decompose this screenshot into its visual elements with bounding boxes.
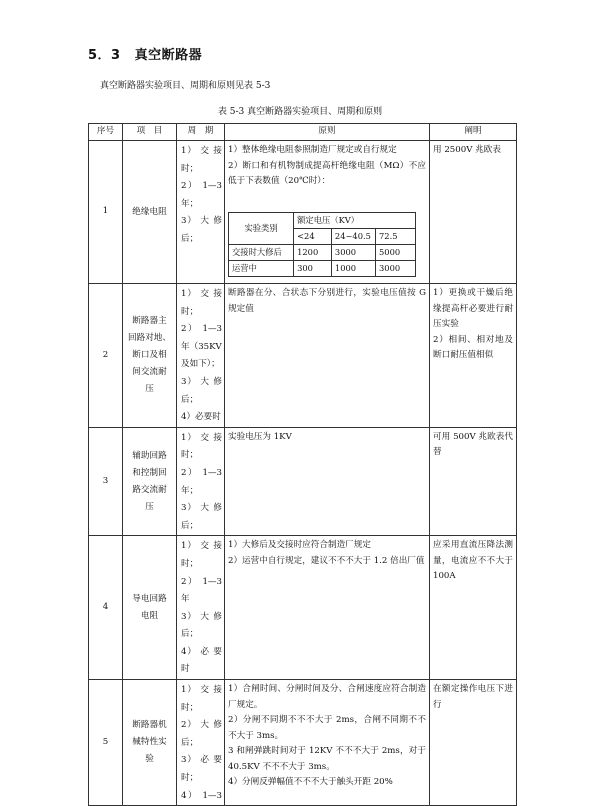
period-line: 后； <box>181 629 199 640</box>
note-line: 应采用直流压降法测量，电流应不不大于 100A <box>433 540 513 582</box>
test-item-line: 压 <box>145 501 154 512</box>
inner-voltage-col: 72.5 <box>376 228 416 244</box>
test-period <box>177 284 225 428</box>
test-item-line: 电阻 <box>140 610 159 621</box>
period-line: 3） 大 修 <box>181 376 222 387</box>
test-item-line: 断路器机 <box>132 720 167 731</box>
insulation-values-table <box>228 212 416 277</box>
row-number: 3 <box>89 427 123 536</box>
note-line: 2）相间、相对地及断口耐压值相似 <box>433 334 513 360</box>
period-line: 2） 1—3 <box>181 324 222 335</box>
test-principle <box>225 141 430 284</box>
test-item-line: 断路器主 <box>132 315 167 326</box>
test-item-line: 绝缘电阻 <box>132 206 167 217</box>
test-period <box>177 141 225 284</box>
header-item: 项 目 <box>123 124 177 141</box>
period-line: 后； <box>181 394 199 405</box>
note-line: 在额定操作电压下进行 <box>433 684 513 710</box>
principle-line: 2）分闸不同期不不不大于 2ms，合闸不同期不不不大于 3ms。 <box>228 715 426 741</box>
principle-line: 4）分闸反弹幅值不不不大于触头开距 20% <box>228 777 393 788</box>
inner-row-label: 交接时大修后 <box>229 244 294 260</box>
table-header-row <box>89 124 517 141</box>
period-line: 时 <box>181 664 190 675</box>
test-item-line: 断口及相 <box>132 349 167 360</box>
period-line: 1） 交 接 <box>181 146 222 156</box>
header-no: 序号 <box>89 124 123 141</box>
inner-category-header: 实验类别 <box>229 212 294 244</box>
note-line: 1）更换或干燥后绝缘提高杆必要进行耐压实验 <box>433 288 513 329</box>
inner-value: 1000 <box>331 260 375 276</box>
period-line: 时； <box>181 702 199 713</box>
period-line: 时； <box>181 773 199 784</box>
row-number: 4 <box>89 536 123 680</box>
inner-value: 3000 <box>331 244 375 260</box>
period-line: 1） 交 接 <box>181 685 222 696</box>
test-item-line: 验 <box>145 754 154 765</box>
inner-voltage-col: 24~40.5 <box>331 228 375 244</box>
test-item <box>123 284 177 428</box>
section-title: 真空断路器 <box>134 48 203 63</box>
test-item-line: 回路对地、 <box>128 332 171 343</box>
period-line: 3） 大 修 <box>181 503 222 514</box>
table-row <box>89 141 517 284</box>
period-line: 时； <box>181 306 199 317</box>
test-item-line: 辅助回路 <box>132 450 167 461</box>
test-item <box>123 427 177 536</box>
inner-value: 3000 <box>376 260 416 276</box>
test-principle <box>225 536 430 680</box>
test-item-line: 和控制回 <box>132 467 167 478</box>
test-item-line: 间交流耐 <box>132 366 167 377</box>
test-item-line: 导电回路 <box>132 593 167 604</box>
test-item-line: 路交流耐 <box>132 484 167 495</box>
inner-voltage-col: <24 <box>294 228 332 244</box>
test-principle <box>225 284 430 428</box>
section-number: 5．3 <box>88 48 121 63</box>
period-line: 1） 交 接 <box>181 432 222 443</box>
principle-line: 2）运营中自行规定，建议不不不大于 1.2 倍出厂值 <box>228 555 425 566</box>
period-line: 时； <box>181 450 199 461</box>
test-period <box>177 536 225 680</box>
test-note <box>430 536 517 680</box>
table-row <box>89 284 517 428</box>
period-line: 及如下）； <box>181 359 220 370</box>
header-period: 周 期 <box>177 124 225 141</box>
period-line: 时； <box>181 558 199 569</box>
header-principle: 原则 <box>225 124 430 141</box>
period-line: 4） 1—3 <box>181 790 222 801</box>
period-line: 4）必要时 <box>181 412 221 423</box>
test-principle <box>225 680 430 806</box>
period-line: 后； <box>181 520 199 531</box>
intro-text: 真空断路器实验项目、周期和原则见表 5-3 <box>100 81 271 91</box>
inner-value: 1200 <box>294 244 332 260</box>
section-heading <box>88 44 202 63</box>
row-number: 5 <box>89 680 123 806</box>
period-line: 3） 大 修 <box>181 611 222 622</box>
row-number: 2 <box>89 284 123 428</box>
test-note <box>430 284 517 428</box>
principle-line: 2）断口和有机物制成提高杆绝缘电阻（MΩ）不应低于下表数值（20℃时）： <box>228 160 426 186</box>
period-line: 1） 交 接 <box>181 541 222 552</box>
period-line: 2） 1—3 <box>181 467 222 478</box>
test-period <box>177 427 225 536</box>
period-line: 3） 必 要 <box>181 755 222 766</box>
inner-voltage-header: 额定电压（KV） <box>294 212 416 228</box>
period-line: 3） 大 修 <box>181 216 222 227</box>
test-note <box>430 680 517 806</box>
principle-line: 断路器在分、合状态下分别进行，实验电压值按 G 规定值 <box>228 288 426 314</box>
test-item <box>123 536 177 680</box>
inner-header-row <box>229 212 416 228</box>
inner-data-row <box>229 244 416 260</box>
table-row <box>89 427 517 536</box>
inner-value: 300 <box>294 260 332 276</box>
period-line: 后； <box>181 737 199 748</box>
inner-value: 5000 <box>376 244 416 260</box>
test-note <box>430 427 517 536</box>
test-item <box>123 680 177 806</box>
principle-line: 实验电压为 1KV <box>228 431 292 442</box>
period-line: 时； <box>181 163 199 174</box>
test-period <box>177 680 225 806</box>
test-items-table <box>88 123 517 806</box>
test-item-line: 压 <box>145 383 154 394</box>
table-caption: 表 5-3 真空断路器实验项目、周期和原则 <box>217 107 383 117</box>
period-line: 1） 交 接 <box>181 289 222 299</box>
row-number: 1 <box>89 141 123 284</box>
principle-line: 3 和闸弹跳时间对于 12KV 不不不大于 2ms，对于 40.5KV 不不不大于 3ms。 <box>228 746 426 772</box>
table-row <box>89 680 517 806</box>
test-note <box>430 141 517 284</box>
period-line: 2） 1—3 <box>181 181 222 192</box>
table-row <box>89 536 517 680</box>
period-line: 后； <box>181 233 199 244</box>
period-line: 4） 必 要 <box>181 646 222 657</box>
principle-line: 1）大修后及交接时应符合制造厂规定 <box>228 540 371 551</box>
test-item <box>123 141 177 284</box>
note-line: 用 2500V 兆欧表 <box>433 145 501 155</box>
test-item-line: 械特性实 <box>132 737 167 748</box>
test-principle <box>225 427 430 536</box>
header-note: 阐明 <box>430 124 517 141</box>
inner-row-label: 运营中 <box>229 260 294 276</box>
period-line: 2） 1—3 <box>181 576 222 587</box>
principle-line: 1）整体绝缘电阻参照制造厂规定或自行规定 <box>228 145 397 155</box>
period-line: 年； <box>181 485 199 496</box>
inner-data-row <box>229 260 416 276</box>
period-line: 年； <box>181 198 199 209</box>
principle-line: 1）合闸时间、分闸时间及分、合闸速度应符合制造厂规定。 <box>228 684 426 710</box>
period-line: 年 <box>181 594 190 605</box>
period-line: 2） 大 修 <box>181 720 222 731</box>
note-line: 可用 500V 兆欧表代替 <box>433 431 513 458</box>
period-line: 年（35KV <box>181 341 222 352</box>
